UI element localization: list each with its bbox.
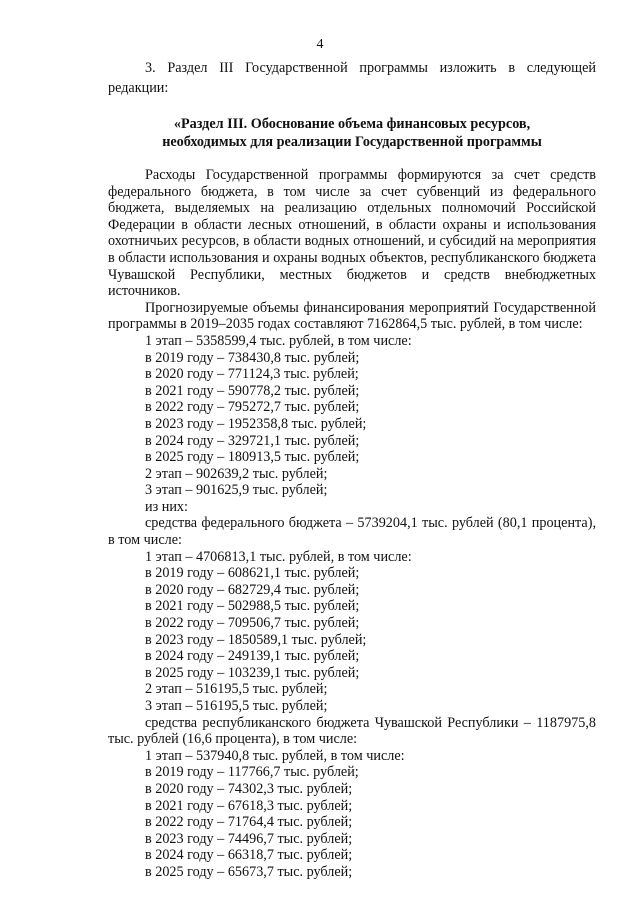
- list-item: из них:: [145, 498, 188, 515]
- list-item: в 2019 году – 738430,8 тыс. рублей;: [145, 349, 360, 366]
- forecast-paragraph: Прогнозируемые объемы финансирования мероприятий Государственной программы в 2019–2035 годах составляют 7162864,5 тыс. рублей, в том числе:: [108, 299, 596, 333]
- list-item: в 2020 году – 771124,3 тыс. рублей;: [145, 366, 359, 383]
- list-item: в 2025 году – 180913,5 тыс. рублей;: [145, 449, 360, 466]
- list-item: 1 этап – 537940,8 тыс. рублей, в том числе:: [145, 747, 405, 764]
- list-item: в 2023 году – 1850589,1 тыс. рублей;: [145, 631, 367, 648]
- list-item: в 2020 году – 74302,3 тыс. рублей;: [145, 780, 353, 797]
- section-heading: [108, 116, 596, 151]
- federal-funding-list: [108, 549, 596, 715]
- list-item: 1 этап – 5358599,4 тыс. рублей, в том числе:: [145, 332, 412, 349]
- list-item: в 2024 году – 329721,1 тыс. рублей;: [145, 432, 360, 449]
- expenses-paragraph: Расходы Государственной программы формируются за счет средств федерального бюджета, в том числе за счет субвенций из федерального бюджета, выделяемых на реализацию отдельных полномочий Российской Федерации в области лесных отношений, в области охраны и использования охотничьих ресурсов, в области водных отношений, и субсидий на мероприятия в области использования и охраны водных объектов, республиканского бюджета Чувашской Республики, местных бюджетов и средств внебюджетных источников.: [108, 167, 596, 300]
- list-item: в 2021 году – 590778,2 тыс. рублей;: [145, 382, 360, 399]
- section-heading-line-2: необходимых для реализации Государственной программы: [162, 133, 542, 150]
- section-heading-line-1: «Раздел III. Обоснование объема финансовых ресурсов,: [173, 116, 531, 132]
- list-item: в 2021 году – 67618,3 тыс. рублей;: [145, 797, 353, 814]
- list-item: 3 этап – 516195,5 тыс. рублей;: [145, 698, 328, 714]
- list-item: 1 этап – 4706813,1 тыс. рублей, в том числе:: [145, 548, 412, 565]
- list-item: в 2025 году – 103239,1 тыс. рублей;: [145, 664, 360, 681]
- list-item: в 2022 году – 795272,7 тыс. рублей;: [145, 399, 360, 416]
- republic-funding-list: [108, 748, 596, 881]
- list-item: в 2021 году – 502988,5 тыс. рублей;: [145, 598, 360, 615]
- list-item: в 2024 году – 249139,1 тыс. рублей;: [145, 648, 360, 665]
- list-item: в 2024 году – 66318,7 тыс. рублей;: [145, 847, 353, 864]
- list-item: в 2019 году – 117766,7 тыс. рублей;: [145, 764, 359, 781]
- list-item: в 2023 году – 1952358,8 тыс. рублей;: [145, 415, 367, 432]
- list-item: в 2022 году – 71764,4 тыс. рублей;: [145, 814, 353, 831]
- total-funding-list: [108, 333, 596, 516]
- list-item: 3 этап – 901625,9 тыс. рублей;: [145, 482, 328, 499]
- list-item: 2 этап – 516195,5 тыс. рублей;: [145, 681, 328, 698]
- document-body: [108, 58, 596, 881]
- page-number: 4: [316, 37, 324, 52]
- amendment-intro: 3. Раздел III Государственной программы изложить в следующей редакции:: [108, 60, 596, 96]
- federal-budget-paragraph: средства федерального бюджета – 5739204,1 тыс. рублей (80,1 процента), в том числе:: [108, 515, 596, 549]
- republic-budget-paragraph: средства республиканского бюджета Чувашской Республики – 1187975,8 тыс. рублей (16,6 процента), в том числе:: [108, 714, 596, 748]
- list-item: в 2025 году – 65673,7 тыс. рублей;: [145, 863, 353, 880]
- list-item: в 2020 году – 682729,4 тыс. рублей;: [145, 581, 360, 598]
- list-item: в 2022 году – 709506,7 тыс. рублей;: [145, 615, 360, 632]
- list-item: 2 этап – 902639,2 тыс. рублей;: [145, 465, 328, 482]
- list-item: в 2023 году – 74496,7 тыс. рублей;: [145, 830, 353, 847]
- list-item: в 2019 году – 608621,1 тыс. рублей;: [145, 565, 360, 582]
